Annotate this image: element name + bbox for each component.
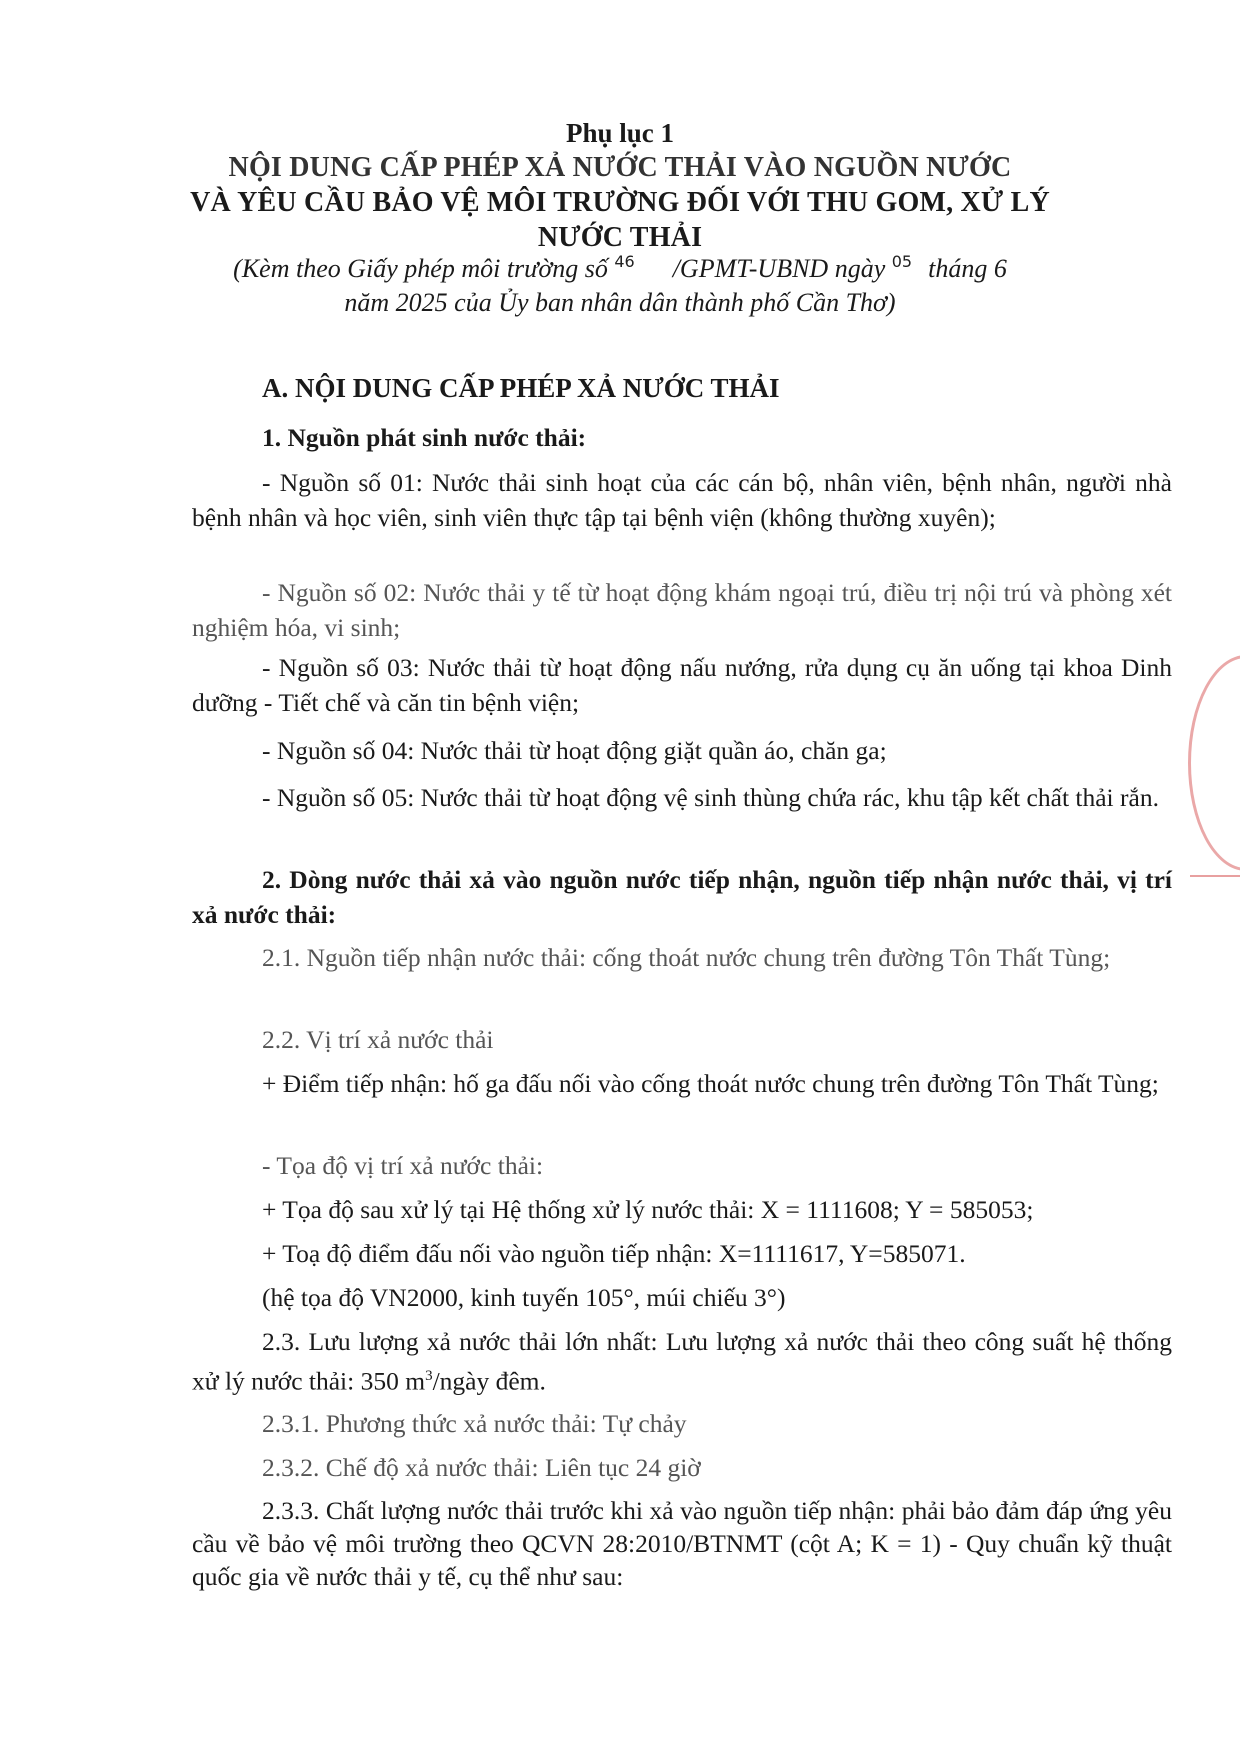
title-line-3: NƯỚC THẢI [537,222,703,253]
source-02: - Nguồn số 02: Nước thải y tế từ hoạt động khám ngoại trú, điều trị nội trú và phòng xét nghiệm hóa, vi sinh; [192,578,1172,642]
para-coord-2: + Toạ độ điểm đấu nối vào nguồn tiếp nhận: X=1111617, Y=585071. [262,1239,966,1268]
para-coord-1: + Tọa độ sau xử lý tại Hệ thống xử lý nước thải: X = 1111608; Y = 585053; [262,1195,1034,1224]
para-2-3 [192,1324,1172,1399]
para-coord-system: (hệ tọa độ VN2000, kinh tuyến 105°, múi chiếu 3°) [262,1283,786,1312]
permit-number: 46 [614,252,635,271]
appendix-label: Phụ lục 1 [565,118,675,148]
source-03: - Nguồn số 03: Nước thải từ hoạt động nấu nướng, rửa dụng cụ ăn uống tại khoa Dinh dưỡng - Tiết chế và căn tin bệnh viện; [192,653,1172,717]
para-2-3-unit: /ngày đêm. [432,1366,546,1396]
para-coord-heading: - Tọa độ vị trí xả nước thải: [262,1151,544,1180]
para-2-1: 2.1. Nguồn tiếp nhận nước thải: cống thoát nước chung trên đường Tôn Thất Tùng; [262,943,1111,972]
subtitle-line-1 [0,254,1240,284]
para-receive-point: + Điểm tiếp nhận: hố ga đấu nối vào cống thoát nước chung trên đường Tôn Thất Tùng; [262,1069,1159,1098]
source-05: - Nguồn số 05: Nước thải từ hoạt động vệ sinh thùng chứa rác, khu tập kết chất thải rắn. [262,783,1159,812]
para-2-2: 2.2. Vị trí xả nước thải [262,1025,494,1054]
para-2-3-sup: 3 [425,1368,433,1384]
source-01: - Nguồn số 01: Nước thải sinh hoạt của các cán bộ, nhân viên, bệnh nhân, người nhà bệnh nhân và học viên, sinh viên thực tập tại bệnh viện (không thường xuyên); [192,468,1172,532]
subtitle-part-1: (Kèm theo Giấy phép môi trường số [233,254,608,283]
sub2-heading: 2. Dòng nước thải xả vào nguồn nước tiếp nhận, nguồn tiếp nhận nước thải, vị trí xả nước thải: [192,865,1172,929]
subtitle-part-2: /GPMT-UBND ngày [672,254,886,283]
section-a-heading: A. NỘI DUNG CẤP PHÉP XẢ NƯỚC THẢI [262,373,780,403]
para-2-3-1: 2.3.1. Phương thức xả nước thải: Tự chảy [262,1409,687,1438]
stamp-underline [1190,875,1240,877]
para-2-3-3: 2.3.3. Chất lượng nước thải trước khi xả vào nguồn tiếp nhận: phải bảo đảm đáp ứng yêu cầu về bảo vệ môi trường theo QCVN 28:2010/BTNMT (cột A; K = 1) - Quy chuẩn kỹ thuật quốc gia về nước thải y tế, cụ thể như sau: [192,1496,1172,1591]
title-line-2: VÀ YÊU CẦU BẢO VỆ MÔI TRƯỜNG ĐỐI VỚI THU GOM, XỬ LÝ [190,187,1050,218]
issue-day: 05 [891,252,913,271]
red-seal-stamp [1188,655,1240,871]
subtitle-line-2: năm 2025 của Ủy ban nhân dân thành phố Cần Thơ) [344,288,896,317]
title-line-1: NỘI DUNG CẤP PHÉP XẢ NƯỚC THẢI VÀO NGUỒN NƯỚC [228,152,1012,183]
source-04: - Nguồn số 04: Nước thải từ hoạt động giặt quần áo, chăn ga; [262,736,887,765]
sub1-heading: 1. Nguồn phát sinh nước thải: [262,423,587,452]
para-2-3-2: 2.3.2. Chế độ xả nước thải: Liên tục 24 giờ [262,1453,701,1482]
para-2-3-text: 2.3. Lưu lượng xả nước thải lớn nhất: Lưu lượng xả nước thải theo công suất hệ thống xử lý nước thải: 350 m [192,1327,1172,1396]
subtitle-part-3: tháng 6 [928,254,1007,283]
